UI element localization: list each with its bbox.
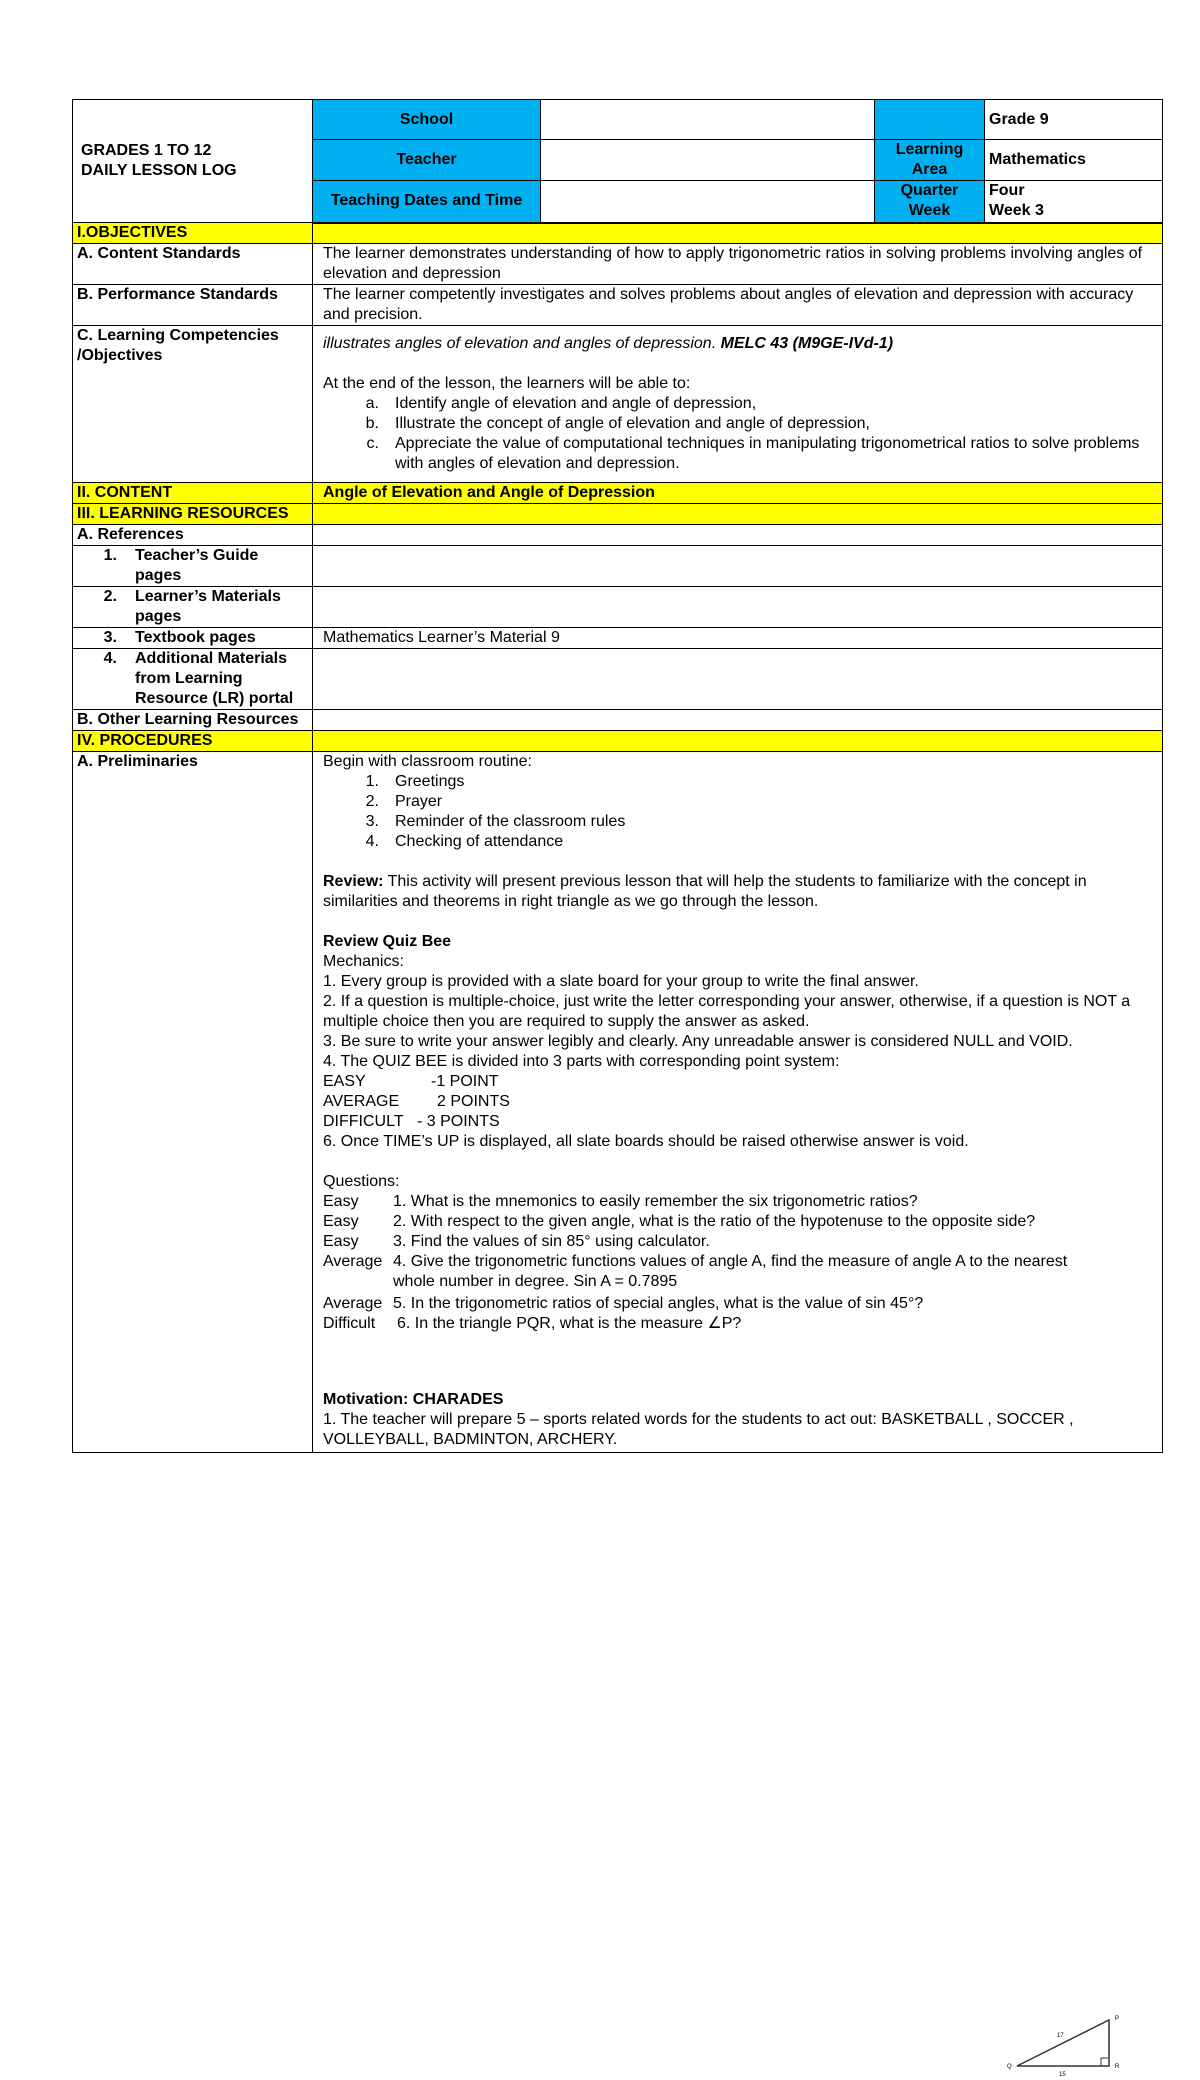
list-item: 3. Reminder of the classroom rules bbox=[365, 813, 626, 830]
vertex-label-p: P bbox=[1115, 2016, 1120, 2022]
other-resources-value bbox=[313, 710, 1163, 731]
mechanic-item: 4. The QUIZ BEE is divided into 3 parts with corresponding point system: bbox=[323, 1053, 840, 1070]
learning-area-value: Mathematics bbox=[985, 140, 1163, 181]
question-row: Easy 1. What is the mnemonics to easily remember the six trigonometric ratios? bbox=[323, 1193, 918, 1210]
teacher-label: Teacher bbox=[313, 140, 541, 181]
dates-label: Teaching Dates and Time bbox=[313, 181, 541, 223]
content-topic: Angle of Elevation and Angle of Depression bbox=[313, 483, 1163, 504]
lesson-log-table bbox=[72, 99, 1163, 2078]
objective-list bbox=[323, 394, 1158, 474]
motivation-text: 1. The teacher will prepare 5 – sports related words for the students to act out: BASKETBALL , SOCCER , VOLLEYBALL, BADMINTON, ARCHERY. bbox=[323, 1411, 1074, 1448]
competencies-label: C. Learning Competencies /Objectives bbox=[73, 326, 313, 483]
grade-label bbox=[875, 100, 985, 140]
quiz-title: Review Quiz Bee bbox=[323, 933, 452, 950]
competency-line: illustrates angles of elevation and angles of depression. MELC 43 (M9GE-IVd-1) bbox=[323, 335, 894, 352]
teacher-value bbox=[541, 140, 875, 181]
list-item: 4. Checking of attendance bbox=[365, 833, 564, 850]
preliminaries-cell bbox=[313, 752, 1163, 2078]
review-paragraph: Review: This activity will present previous lesson that will help the students to familiarize with the concept in similarities and theorems in right triangle as we go through the lesson. bbox=[323, 873, 1087, 910]
points-row: DIFFICULT - 3 POINTS bbox=[323, 1113, 500, 1130]
content-standards-text: The learner demonstrates understanding of how to apply trigonometric ratios in solving problems involving angles of elevation and depression bbox=[313, 244, 1163, 285]
right-angle-marker bbox=[1101, 2058, 1109, 2066]
performance-standards-text: The learner competently investigates and solves problems about angles of elevation and depression with accuracy and precision. bbox=[313, 285, 1163, 326]
grade-value: Grade 9 bbox=[985, 100, 1163, 140]
list-item: b. Illustrate the concept of angle of elevation and angle of depression, bbox=[365, 415, 870, 432]
points-row: EASY -1 POINT bbox=[323, 1073, 499, 1090]
dates-value bbox=[541, 181, 875, 223]
quarter-week-label: Quarter Week bbox=[875, 181, 985, 223]
motivation-title: Motivation: CHARADES bbox=[323, 1391, 504, 1408]
vertex-label-r: R bbox=[1115, 2064, 1120, 2070]
lesson-log-page bbox=[72, 99, 1162, 2078]
reference-item-value bbox=[313, 649, 1163, 710]
procedures-heading: IV. PROCEDURES bbox=[73, 731, 313, 752]
end-intro: At the end of the lesson, the learners will be able to: bbox=[323, 375, 691, 392]
points-row: AVERAGE 2 POINTS bbox=[323, 1093, 510, 1110]
objectives-heading: I.OBJECTIVES bbox=[73, 223, 313, 244]
vertex-label-q: Q bbox=[1007, 2064, 1012, 2070]
reference-item-label: 2. Learner’s Materials pages bbox=[73, 587, 313, 628]
mechanic-item: 2. If a question is multiple-choice, just write the letter corresponding your answer, otherwise, if a question is NOT a multiple choice then you are required to supply the answer as asked. bbox=[323, 993, 1131, 1030]
performance-standards-label: B. Performance Standards bbox=[73, 285, 313, 326]
reference-item-value bbox=[313, 546, 1163, 587]
preliminaries-label: A. Preliminaries bbox=[73, 752, 313, 1453]
routine-intro: Begin with classroom routine: bbox=[323, 753, 532, 770]
question-row: Easy 2. With respect to the given angle, what is the ratio of the hypotenuse to the opposite side? bbox=[323, 1213, 1036, 1230]
reference-item-value: Mathematics Learner’s Material 9 bbox=[313, 628, 1163, 649]
mechanic-item: 1. Every group is provided with a slate board for your group to write the final answer. bbox=[323, 973, 919, 990]
list-item: 1. Greetings bbox=[365, 773, 465, 790]
reference-item-label: 3. Textbook pages bbox=[73, 628, 313, 649]
mechanics-label: Mechanics: bbox=[323, 953, 404, 970]
school-label: School bbox=[313, 100, 541, 140]
triangle-shape bbox=[1017, 2020, 1109, 2066]
question-row: Difficult 6. In the triangle PQR, what is the measure ∠P? bbox=[323, 1315, 742, 1332]
resources-heading: III. LEARNING RESOURCES bbox=[73, 504, 313, 525]
other-resources-label: B. Other Learning Resources bbox=[73, 710, 313, 731]
question-row: Easy 3. Find the values of sin 85° using calculator. bbox=[323, 1233, 710, 1250]
question-row: Average 4. Give the trigonometric functions values of angle A, find the measure of angle A to the nearest whole number in degree. Sin A = 0.7895 bbox=[323, 1253, 1068, 1290]
list-item: c. Appreciate the value of computational techniques in manipulating trigonometrical ratios to solve problems with angles of elevation and depression. bbox=[366, 435, 1140, 472]
routine-list bbox=[323, 772, 1158, 852]
question-row: Average 5. In the trigonometric ratios of special angles, what is the value of sin 45°? bbox=[323, 1295, 924, 1312]
quarter-week-value: Four Week 3 bbox=[985, 181, 1163, 223]
list-item: a. Identify angle of elevation and angle of depression, bbox=[365, 395, 757, 412]
mechanic-item: 6. Once TIME’s UP is displayed, all slate boards should be raised otherwise answer is void. bbox=[323, 1133, 969, 1150]
content-standards-label: A. Content Standards bbox=[73, 244, 313, 285]
reference-item-label: 1. Teacher’s Guide pages bbox=[73, 546, 313, 587]
learning-area-label: Learning Area bbox=[875, 140, 985, 181]
references-label: A. References bbox=[73, 525, 313, 546]
triangle-pqr-diagram bbox=[1003, 2010, 1133, 2080]
competencies-cell bbox=[313, 326, 1163, 483]
list-item: 2. Prayer bbox=[365, 793, 443, 810]
hypotenuse-label: 17 bbox=[1057, 2033, 1064, 2039]
reference-item-value bbox=[313, 587, 1163, 628]
reference-item-label: 4. Additional Materials from Learning Resource (LR) portal bbox=[73, 649, 313, 710]
content-heading: II. CONTENT bbox=[73, 483, 313, 504]
base-label: 15 bbox=[1059, 2072, 1066, 2078]
school-value bbox=[541, 100, 875, 140]
mechanic-item: 3. Be sure to write your answer legibly and clearly. Any unreadable answer is considered NULL and VOID. bbox=[323, 1033, 1073, 1050]
questions-label: Questions: bbox=[323, 1173, 400, 1190]
log-title: GRADES 1 TO 12 DAILY LESSON LOG bbox=[73, 100, 313, 223]
